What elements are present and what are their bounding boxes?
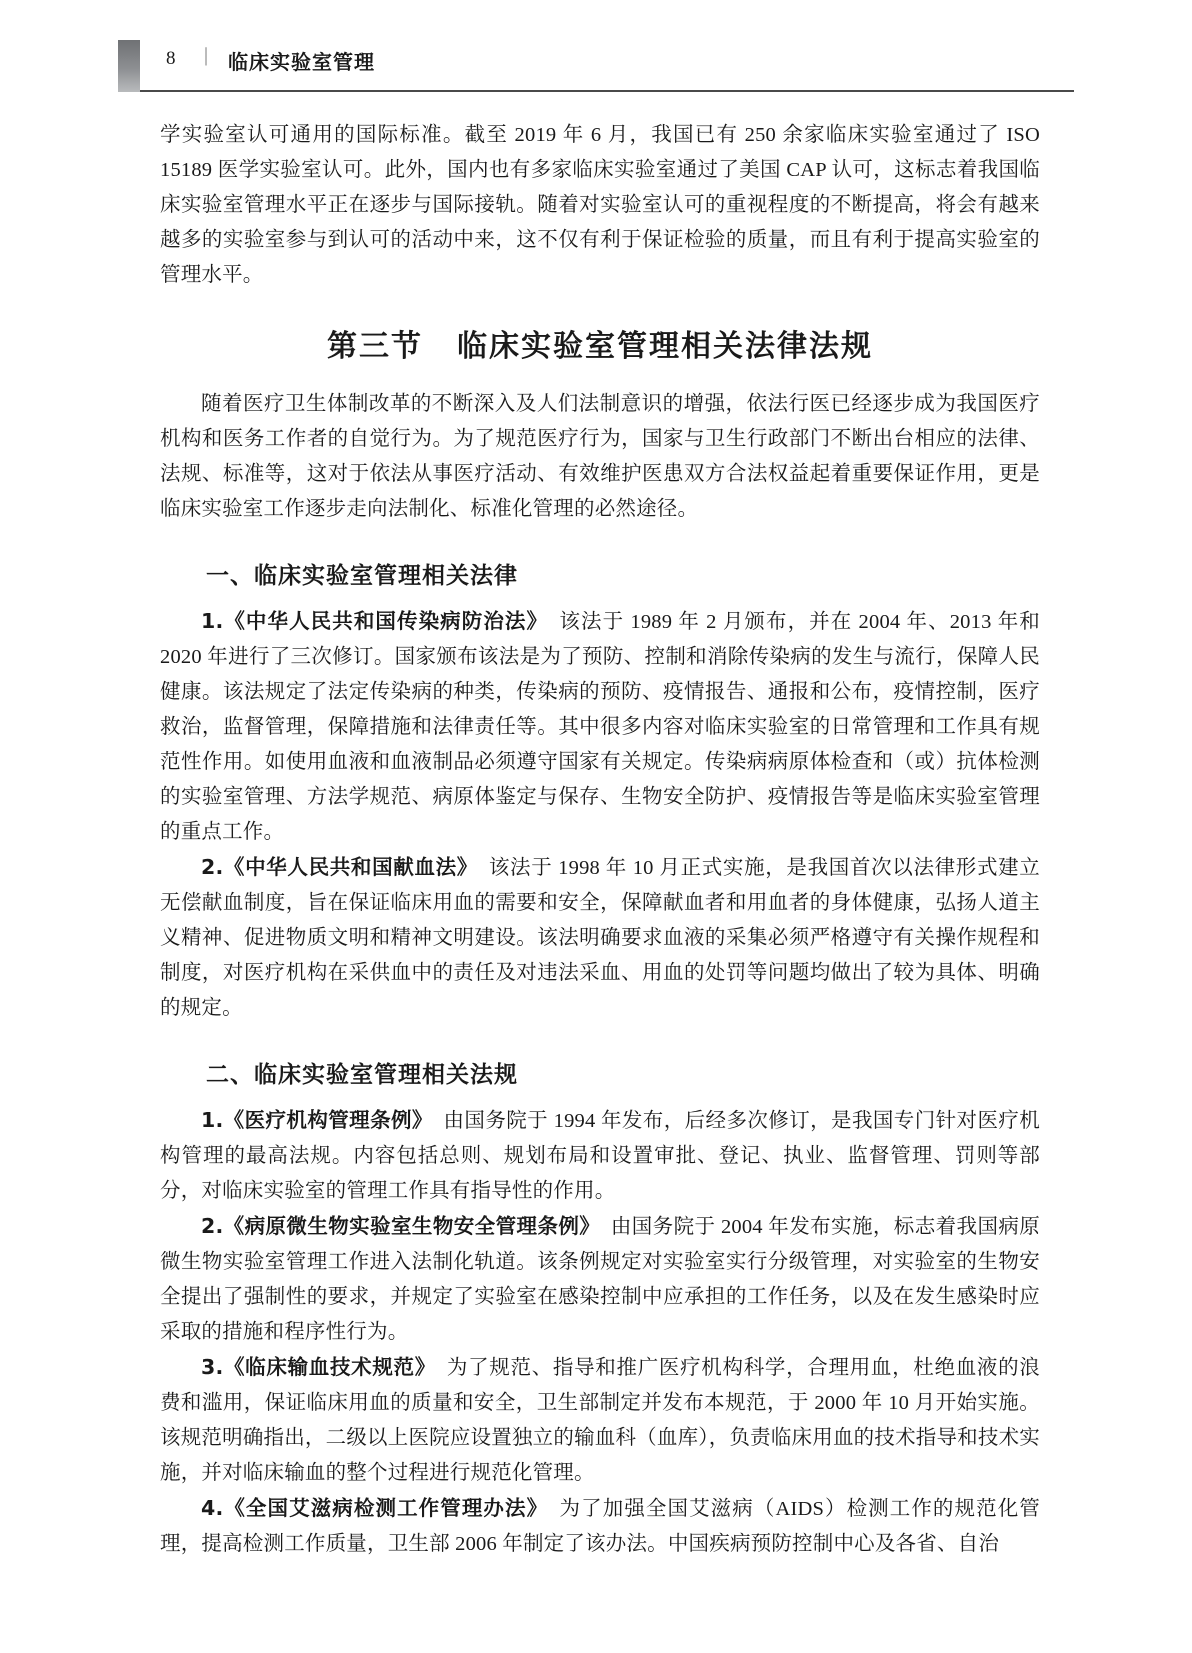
header-accent-bar	[118, 40, 140, 92]
page-content	[160, 118, 1040, 1562]
header-separator: |	[204, 44, 209, 66]
regulation-item-4-lead: 4.《全国艾滋病检测工作管理办法》	[201, 1496, 538, 1520]
section-title-text: 临床实验室管理相关法律法规	[457, 329, 873, 364]
law-item-1-text: 该法于 1989 年 2 月颁布，并在 2004 年、2013 年和 2020 年进行了三次修订。国家颁布该法是为了预防、控制和消除传染病的发生与流行，保障人民健康。该法规定了法定传染病的种类，传染病的预防、疫情报告、通报和公布，疫情控制，医疗救治，监督管理，保障措施和法律责任等。其中很多内容对临床实验室的日常管理和工作具有规范性作用。如使用血液和血液制品必须遵守国家有关规定。传染病病原体检查和（或）抗体检测的实验室管理、方法学规范、病原体鉴定与保存、生物安全防护、疫情报告等是临床实验室管理的重点工作。	[160, 611, 1041, 843]
regulation-item-1-lead: 1.《医疗机构管理条例》	[201, 1108, 423, 1132]
subheading-laws: 一、临床实验室管理相关法律	[206, 563, 518, 589]
regulation-item-4-text: 为了加强全国艾滋病（AIDS）检测工作的规范化管理，提高检测工作质量，卫生部 2006 年制定了该办法。中国疾病预防控制中心及各省、自治	[160, 1498, 1040, 1555]
law-item-1	[160, 604, 1040, 850]
running-head-title: 临床实验室管理	[228, 50, 375, 74]
section-title	[160, 321, 1040, 365]
regulation-item-3-lead: 3.《临床输血技术规范》	[201, 1355, 426, 1379]
section-intro-paragraph: 随着医疗卫生体制改革的不断深入及人们法制意识的增强，依法行医已经逐步成为我国医疗机构和医务工作者的自觉行为。为了规范医疗行为，国家与卫生行政部门不断出台相应的法律、法规、标准等，这对于依法从事医疗活动、有效维护医患双方合法权益起着重要保证作用，更是临床实验室工作逐步走向法制化、标准化管理的必然途径。	[160, 393, 1040, 520]
opening-paragraph: 学实验室认可通用的国际标准。截至 2019 年 6 月，我国已有 250 余家临床实验室通过了 ISO 15189 医学实验室认可。此外，国内也有多家临床实验室通过了美国 CAP 认可，这标志着我国临床实验室管理水平正在逐步与国际接轨。随着对实验室认可的重视程度的不断提高，将会有越来越多的实验室参与到认可的活动中来，这不仅有利于保证检验的质量，而且有利于提高实验室的管理水平。	[160, 124, 1040, 286]
law-item-2-text: 该法于 1998 年 10 月正式实施，是我国首次以法律形式建立无偿献血制度，旨在保证临床用血的需要和安全，保障献血者和用血者的身体健康，弘扬人道主义精神、促进物质文明和精神文明建设。该法明确要求血液的采集必须严格遵守有关操作规程和制度，对医疗机构在采供血中的责任及对违法采血、用血的处罚等问题均做出了较为具体、明确的规定。	[160, 857, 1040, 1019]
regulation-item-3-text: 为了规范、指导和推广医疗机构科学，合理用血，杜绝血液的浪费和滥用，保证临床用血的质量和安全，卫生部制定并发布本规范，于 2000 年 10 月开始实施。该规范明确指出，二级以上医院应设置独立的输血科（血库），负责临床用血的技术指导和技术实施，并对临床输血的整个过程进行规范化管理。	[160, 1357, 1040, 1484]
page-number: 8	[166, 48, 176, 69]
regulation-item-4	[160, 1491, 1040, 1562]
page-header	[118, 40, 1074, 92]
regulation-item-2-text: 由国务院于 2004 年发布实施，标志着我国病原微生物实验室管理工作进入法制化轨道。该条例规定对实验室实行分级管理，对实验室的生物安全提出了强制性的要求，并规定了实验室在感染控制中应承担的工作任务，以及在发生感染时应采取的措施和程序性行为。	[160, 1216, 1040, 1343]
subheading-regulations: 二、临床实验室管理相关法规	[206, 1062, 518, 1088]
regulation-item-2-lead: 2.《病原微生物实验室生物安全管理条例》	[201, 1214, 590, 1238]
law-item-1-lead: 1.《中华人民共和国传染病防治法》	[201, 609, 538, 633]
regulation-item-1-text: 由国务院于 1994 年发布，后经多次修订，是我国专门针对医疗机构管理的最高法规。内容包括总则、规划布局和设置审批、登记、执业、监督管理、罚则等部分，对临床实验室的管理工作具有指导性的作用。	[160, 1110, 1040, 1202]
law-item-2-lead: 2.《中华人民共和国献血法》	[201, 855, 468, 879]
regulation-item-2	[160, 1209, 1040, 1350]
law-item-2	[160, 850, 1040, 1026]
regulation-item-1	[160, 1103, 1040, 1209]
regulation-item-3	[160, 1350, 1040, 1491]
section-title-number: 第三节	[327, 329, 423, 364]
header-rule	[140, 90, 1074, 92]
